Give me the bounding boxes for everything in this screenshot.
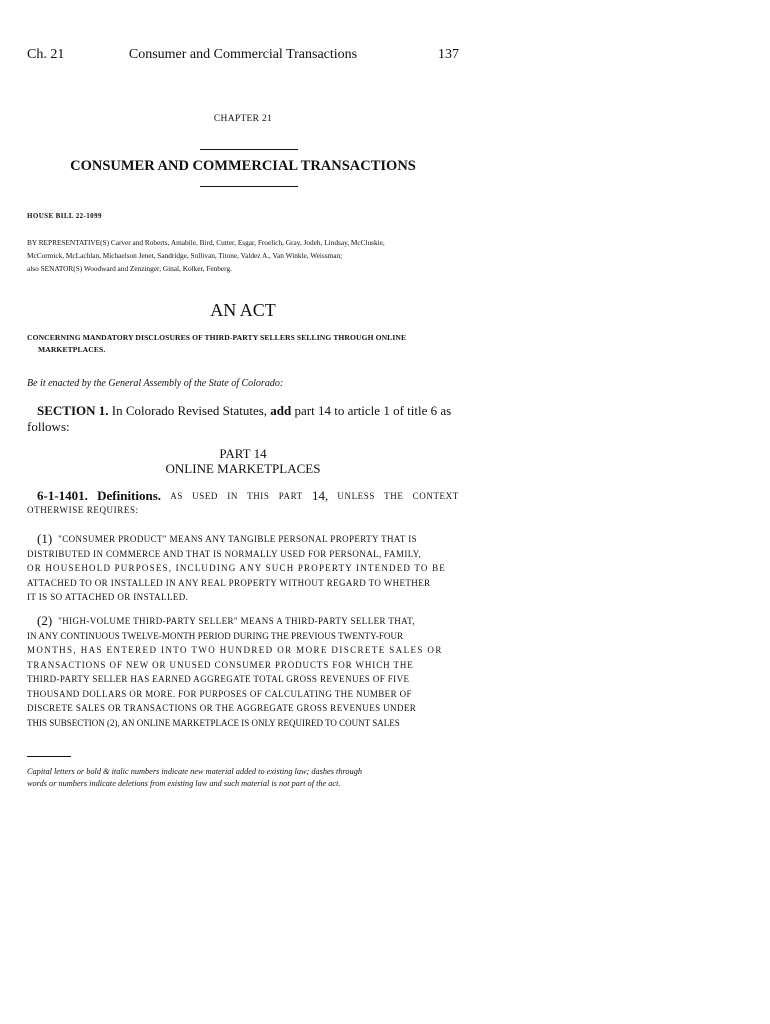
concerning-clause — [27, 332, 459, 356]
paragraph-line: MONTHS, HAS ENTERED INTO TWO HUNDRED OR MORE DISCRETE SALES OR — [27, 645, 443, 655]
definitions-word: AS — [170, 491, 183, 501]
chapter-label: CHAPTER 21 — [213, 114, 273, 124]
definitions-word: UNLESS — [337, 491, 375, 501]
paragraph-line: THIRD-PARTY SELLER HAS EARNED AGGREGATE TOTAL GROSS REVENUES OF FIVE — [27, 674, 410, 684]
paragraph-number: (1) — [37, 531, 53, 546]
section-label: SECTION 1. — [37, 403, 109, 418]
paragraph-line: IT IS SO ATTACHED OR INSTALLED. — [27, 592, 189, 602]
paragraph-number: (2) — [37, 613, 53, 628]
part-heading — [27, 446, 459, 476]
header-chapter: Ch. 21 — [27, 47, 65, 62]
paragraph-line: THOUSAND DOLLARS OR MORE. FOR PURPOSES OF CALCULATING THE NUMBER OF — [27, 688, 412, 699]
statute-number: 6-1-1401. — [37, 488, 88, 503]
title-rule-top — [200, 149, 298, 150]
section-text: In Colorado Revised Statutes, — [111, 403, 268, 418]
section-text: follows: — [27, 419, 70, 434]
section-line — [27, 403, 459, 419]
chapter-title: CONSUMER AND COMMERCIAL TRANSACTIONS — [70, 158, 416, 174]
footnote-line: words or numbers indicate deletions from existing law and such material is not part of the act. — [27, 779, 341, 788]
section-add: add — [270, 403, 292, 418]
paragraph-line — [27, 532, 459, 547]
sponsors-block — [27, 236, 467, 275]
paragraph-line: OR HOUSEHOLD PURPOSES, INCLUDING ANY SUCH PROPERTY INTENDED TO BE — [27, 563, 446, 573]
paragraph-line: THIS SUBSECTION (2), AN ONLINE MARKETPLACE IS ONLY REQUIRED TO COUNT SALES — [27, 717, 400, 728]
paragraph-line: TRANSACTIONS OF NEW OR UNUSED CONSUMER PRODUCTS FOR WHICH THE — [27, 659, 414, 670]
footnote — [27, 766, 467, 790]
section-1 — [27, 403, 459, 435]
sponsors-line: BY REPRESENTATIVE(S) Carver and Roberts, Amabile, Bird, Cutter, Esgar, Froelich, Gray, Jodeh, Lindsay, McCluskie, — [27, 238, 385, 247]
footnote-rule — [27, 756, 71, 757]
header-page-number: 137 — [438, 47, 459, 62]
definitions-word: IN — [227, 491, 238, 501]
definitions-word: USED — [192, 491, 219, 501]
sponsors-line: also SENATOR(S) Woodward and Zenzinger, Ginal, Kolker, Fenberg. — [27, 264, 232, 273]
enacting-clause: Be it enacted by the General Assembly of the State of Colorado: — [27, 378, 284, 389]
paragraph-line — [27, 614, 459, 629]
definitions-section — [27, 489, 459, 517]
part-number: PART 14 — [219, 446, 267, 461]
concerning-line: MARKETPLACES. — [38, 345, 106, 354]
definition-paragraph-2 — [27, 614, 459, 730]
definitions-line — [27, 489, 459, 503]
concerning-line: CONCERNING MANDATORY DISCLOSURES OF THIRD-PARTY SELLERS SELLING THROUGH ONLINE — [27, 333, 407, 342]
section-text: part 14 to article 1 of title 6 as — [294, 403, 452, 418]
paragraph-line: ATTACHED TO OR INSTALLED IN ANY REAL PROPERTY WITHOUT REGARD TO WHETHER — [27, 577, 431, 588]
bill-number: HOUSE BILL 22-1099 — [27, 212, 102, 220]
paragraph-text: "CONSUMER PRODUCT" MEANS ANY TANGIBLE PERSONAL PROPERTY THAT IS — [58, 534, 417, 544]
definitions-word: CONTEXT — [412, 491, 459, 501]
paragraph-text: "HIGH-VOLUME THIRD-PARTY SELLER" MEANS A THIRD-PARTY SELLER THAT, — [58, 616, 415, 626]
an-act-heading: AN ACT — [210, 300, 276, 320]
definitions-word: THIS — [247, 491, 270, 501]
definitions-word: PART — [278, 491, 303, 501]
paragraph-line: IN ANY CONTINUOUS TWELVE-MONTH PERIOD DURING THE PREVIOUS TWENTY-FOUR — [27, 630, 404, 641]
header-running-title: Consumer and Commercial Transactions — [128, 47, 358, 62]
part-name: ONLINE MARKETPLACES — [165, 461, 321, 476]
definitions-word: THE — [384, 491, 404, 501]
paragraph-line: DISTRIBUTED IN COMMERCE AND THAT IS NORMALLY USED FOR PERSONAL, FAMILY, — [27, 548, 422, 559]
running-header — [27, 47, 459, 65]
footnote-line: Capital letters or bold & italic numbers indicate new material added to existing law; dashes through — [27, 767, 363, 776]
definitions-line: OTHERWISE REQUIRES: — [27, 505, 139, 515]
title-rule-bottom — [200, 186, 298, 187]
definition-paragraph-1 — [27, 532, 459, 605]
paragraph-line: DISCRETE SALES OR TRANSACTIONS OR THE AGGREGATE GROSS REVENUES UNDER — [27, 703, 417, 713]
sponsors-line: McCormick, McLachlan, Michaelson Jenet, Sandridge, Sullivan, Titone, Valdez A., Van Winkle, Weissman; — [27, 251, 343, 260]
definitions-word: 14, — [311, 488, 329, 503]
definitions-heading: Definitions. — [97, 488, 162, 503]
